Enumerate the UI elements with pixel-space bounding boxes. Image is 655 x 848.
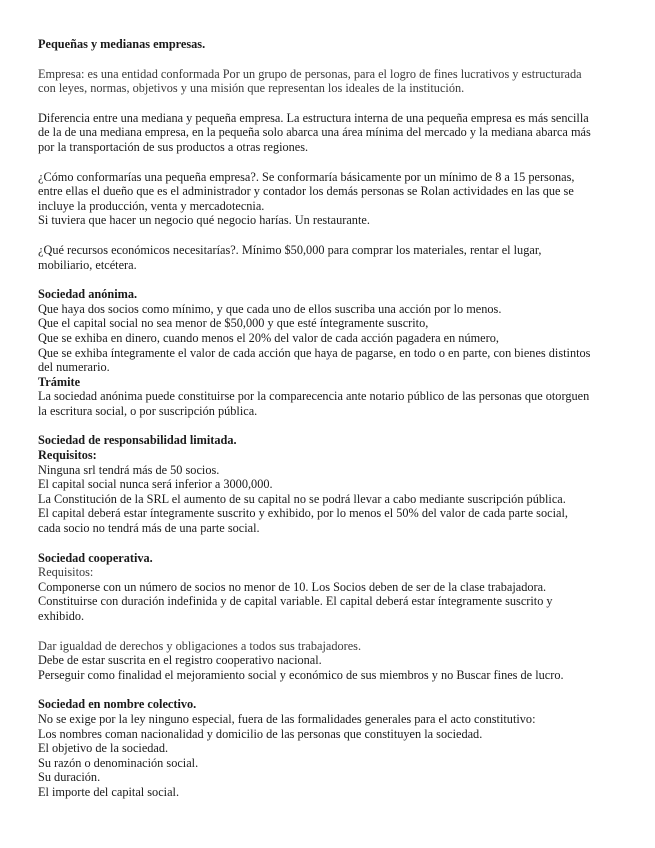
section-heading-srl: Sociedad de responsabilidad limitada. [38,433,237,448]
list-item: Que se exhiba en dinero, cuando menos el 20% del valor de cada acción pagadera en número, [38,330,499,345]
difference-line: Diferencia entre una mediana y pequeña empresa. La estructura interna de una pequeña empresa es más sencilla [38,110,589,125]
spacer [38,228,623,243]
list-item: La Constitución de la SRL el aumento de su capital no se podrá llevar a cabo mediante suscripción pública. [38,491,566,506]
intro-line: Empresa: es una entidad conformada Por un grupo de personas, para el logro de fines lucrativos y estructurada [38,66,582,81]
difference-line: por la transportación de sus productos a otras regiones. [38,139,309,154]
spacer [38,682,623,697]
spacer [38,418,623,433]
list-item: Constituirse con duración indefinida y de capital variable. El capital deberá estar íntegramente suscrito y [38,594,553,609]
recursos-line: ¿Qué recursos económicos necesitarías?. Mínimo $50,000 para comprar los materiales, rentar el lugar, [38,242,542,257]
como-line: ¿Cómo conformarías una pequeña empresa?. Se conformaría básicamente por un mínimo de 8 a 15 personas, [38,169,575,184]
list-item: Que se exhiba íntegramente el valor de cada acción que haya de pagarse, en todo o en parte, con bienes distintos [38,345,591,360]
list-item: Que haya dos socios como mínimo, y que cada uno de ellos suscriba una acción por lo menos. [38,301,502,316]
list-item: Los nombres coman nacionalidad y domicilio de las personas que constituyen la sociedad. [38,726,483,741]
section-heading-colectivo: Sociedad en nombre colectivo. [38,697,197,712]
intro-line: con leyes, normas, objetivos y una misión que representan los ideales de la institución. [38,81,465,96]
spacer [38,624,623,639]
tramite-heading: Trámite [38,374,81,389]
list-item: Ninguna srl tendrá más de 50 socios. [38,462,220,477]
difference-line: de la de una mediana empresa, en la pequeña solo abarca una área mínima del mercado y la mediana abarca más [38,125,591,140]
list-item: Componerse con un número de socios no menor de 10. Los Socios deben de ser de la clase trabajadora. [38,579,547,594]
requisitos-label: Requisitos: [38,448,97,463]
como-line: incluye la producción, venta y mercadotecnia. [38,198,265,213]
list-item: exhibido. [38,609,85,623]
list-item: No se exige por la ley ninguno especial, fuera de las formalidades generales para el acto constitutivo: [38,711,536,726]
spacer [38,155,623,170]
list-item: cada socio no tendrá más de una parte social. [38,521,260,536]
list-item: Perseguir como finalidad el mejoramiento social y económico de sus miembros y no Buscar fines de lucro. [38,667,564,682]
list-item: El objetivo de la sociedad. [38,741,169,756]
spacer [38,52,623,67]
list-item: El capital social nunca será inferior a 3000,000. [38,477,273,492]
como-line: Si tuviera que hacer un negocio qué negocio harías. Un restaurante. [38,213,370,228]
section-heading-anonima: Sociedad anónima. [38,287,138,302]
spacer [38,96,623,111]
spacer [38,536,623,551]
requisitos-label: Requisitos: [38,565,94,580]
list-item: Dar igualdad de derechos y obligaciones a todos sus trabajadores. [38,638,362,653]
spacer [38,272,623,287]
como-line: entre ellas el dueño que es el administrador y contador los demás personas se Rolan actividades en las que se [38,184,574,199]
list-item: Su razón o denominación social. [38,755,199,770]
tramite-line: La sociedad anónima puede constituirse por la comparecencia ante notario público de las personas que otorguen [38,389,590,404]
recursos-line: mobiliario, etcétera. [38,257,137,272]
list-item: El capital deberá estar íntegramente suscrito y exhibido, por lo menos el 50% del valor de cada parte social, [38,506,568,521]
page-title: Pequeñas y medianas empresas. [38,37,206,51]
list-item: del numerario. [38,360,110,375]
tramite-line: la escritura social, o por suscripción pública. [38,403,258,418]
document-page [38,37,623,800]
list-item: Su duración. [38,770,101,785]
list-item: Debe de estar suscrita en el registro cooperativo nacional. [38,653,322,668]
list-item: Que el capital social no sea menor de $50,000 y que esté íntegramente suscrito, [38,316,429,331]
section-heading-cooperativa: Sociedad cooperativa. [38,550,153,565]
list-item: El importe del capital social. [38,784,180,799]
